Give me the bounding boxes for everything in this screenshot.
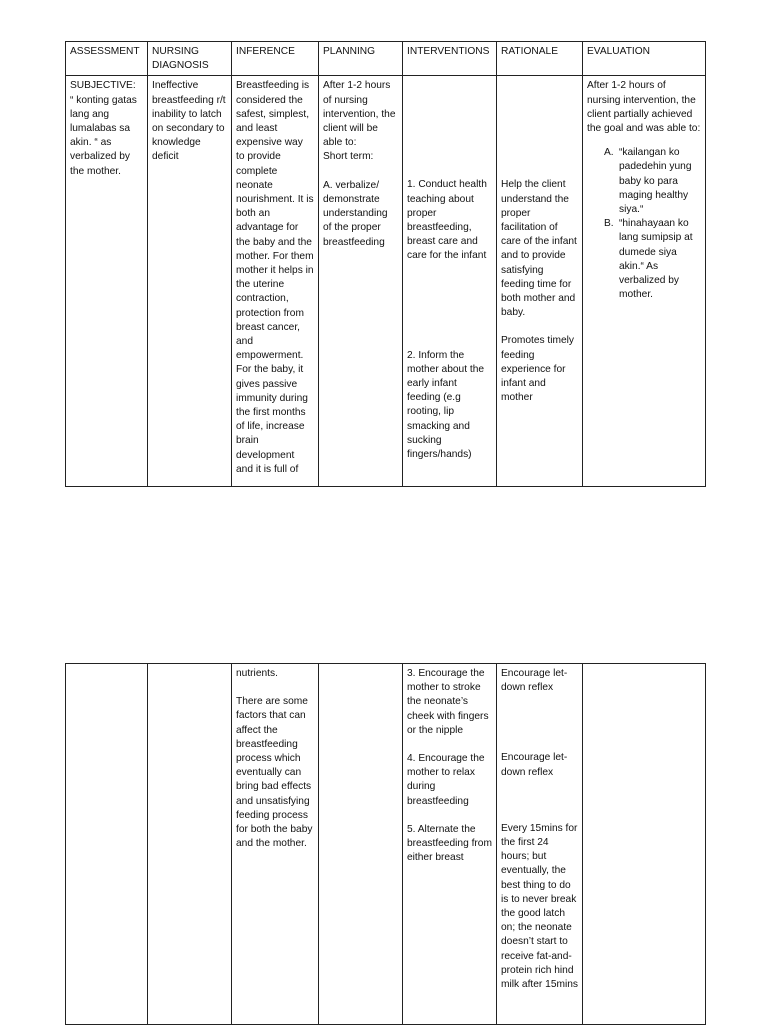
- inference-factors: There are some factors that can affect the breastfeeding process which eventually can bring bad effects and unsatisfying feeding process for both the baby and the mother.: [236, 696, 313, 850]
- planning-cell: After 1-2 hours of nursing intervention, the client will be able to: Short term: A. verbalize/ demonstrate understanding of the proper breastfeeding: [319, 76, 403, 487]
- intervention-5: 5. Alternate the breastfeeding from either breast: [407, 823, 492, 864]
- evaluation-item: [587, 146, 701, 217]
- nursing-diagnosis-cell: Ineffective breastfeeding r/t inability to latch on secondary to knowledge deficit: [148, 76, 232, 487]
- evaluation-list: [587, 146, 701, 302]
- evaluation-text: “hinahayaan ko lang sumipsip at dumede siya akin.“ As verbalized by mother.: [619, 218, 693, 301]
- table-row: [66, 664, 706, 1025]
- rationale-cell: [497, 664, 583, 1025]
- intervention-3: 3. Encourage the mother to stroke the neonate’s cheek with fingers or the nipple: [407, 668, 489, 736]
- rationale-1: Help the client understand the proper facilitation of care of the infant and to provide satisfying feeding time for both mother and baby.: [501, 179, 577, 319]
- planning-cell: [319, 664, 403, 1025]
- header-interventions: INTERVENTIONS: [403, 42, 497, 76]
- evaluation-marker: A.: [604, 147, 614, 159]
- table-row: [66, 76, 706, 487]
- header-inference: INFERENCE: [232, 42, 319, 76]
- evaluation-text: “kailangan ko padedehin yung baby ko para maging healthy siya.“: [619, 147, 692, 216]
- header-row: [66, 42, 706, 76]
- inference-continued: nutrients.: [236, 668, 278, 679]
- evaluation-intro: After 1-2 hours of nursing intervention, the client partially achieved the goal and was able to:: [587, 80, 701, 135]
- intervention-1: 1. Conduct health teaching about proper breastfeeding, breast care and care for the infant: [407, 179, 487, 262]
- header-nursing-diagnosis: NURSING DIAGNOSIS: [148, 42, 232, 76]
- care-plan-table-page-1: [65, 41, 706, 487]
- rationale-2: Promotes timely feeding experience for infant and mother: [501, 335, 575, 404]
- rationale-4: Encourage let-down reflex: [501, 752, 568, 778]
- rationale-5: Every 15mins for the first 24 hours; but eventually, the best thing to do is to never break the good latch on; the neonate doesn’t start to receive fat-and-protein rich hind milk after 15mins: [501, 822, 578, 991]
- intervention-2: 2. Inform the mother about the early infant feeding (e.g rooting, lip smacking and sucking fingers/hands): [407, 349, 485, 461]
- header-assessment: ASSESSMENT: [66, 42, 148, 76]
- header-evaluation: EVALUATION: [583, 42, 706, 76]
- evaluation-marker: B.: [604, 218, 614, 230]
- evaluation-cell: [583, 664, 706, 1025]
- interventions-cell: [403, 76, 497, 487]
- evaluation-item: [587, 217, 701, 302]
- header-planning: PLANNING: [319, 42, 403, 76]
- rationale-3: Encourage let-down reflex: [501, 668, 568, 694]
- evaluation-cell: [583, 76, 706, 487]
- assessment-cell: SUBJECTIVE: “ konting gatas lang ang lumalabas sa akin. “ as verbalized by the mother.: [66, 76, 148, 487]
- header-rationale: RATIONALE: [497, 42, 583, 76]
- inference-cell: Breastfeeding is considered the safest, simplest, and least expensive way to provide complete neonate nourishment. It is both an advantage for the baby and the mother. For them mother it helps in the uterine contraction, protection from breast cancer, and empowerment. For the baby, it gives passive immunity during the first months of life, increase brain development and it is full of: [232, 76, 319, 487]
- care-plan-table-page-2: [65, 663, 706, 1025]
- interventions-cell: [403, 664, 497, 1025]
- assessment-cell: [66, 664, 148, 1025]
- nursing-diagnosis-cell: [148, 664, 232, 1025]
- inference-cell: [232, 664, 319, 1025]
- rationale-cell: [497, 76, 583, 487]
- intervention-4: 4. Encourage the mother to relax during breastfeeding: [407, 753, 485, 807]
